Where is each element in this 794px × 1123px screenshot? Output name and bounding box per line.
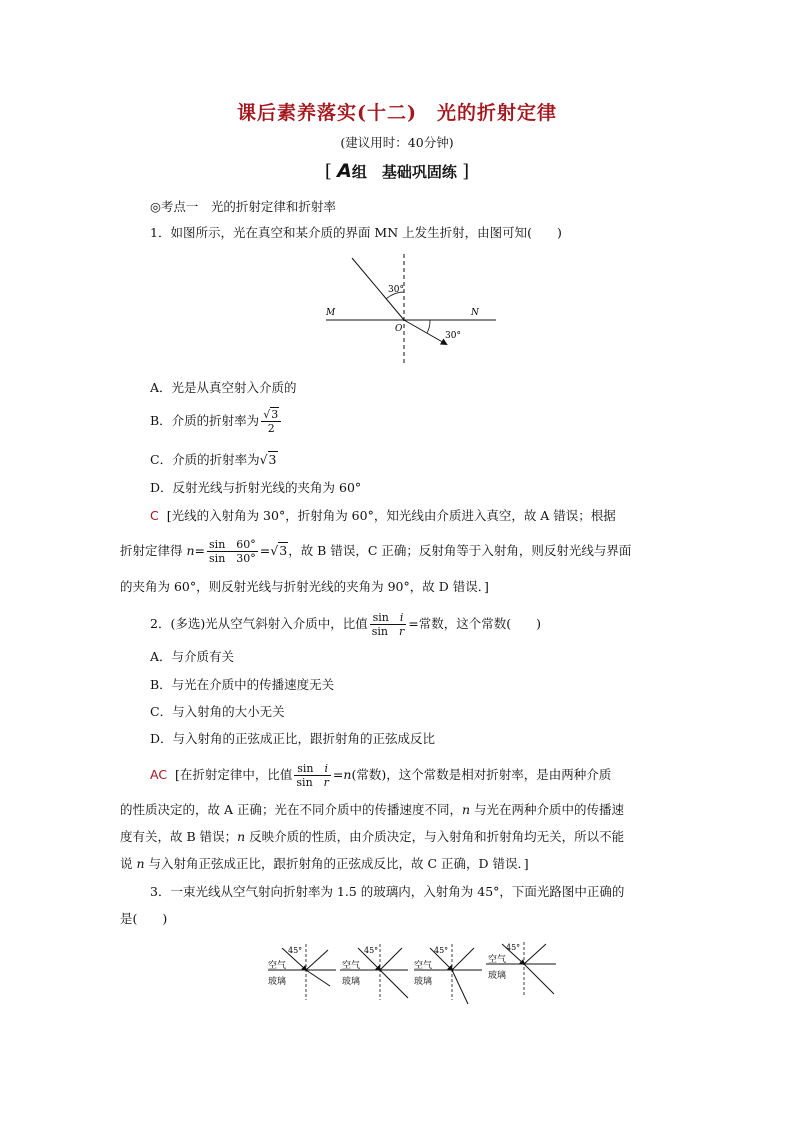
q3-d-angle: 45° [506, 943, 521, 952]
q2-explain-line-4 [120, 855, 529, 873]
q3-c-angle: 45° [434, 946, 449, 955]
q1-explain-2-n: n [186, 543, 195, 558]
q1-option-b-prefix: B．介质的折射率为 [150, 413, 260, 428]
group-label: 组 基础巩固练 [351, 163, 457, 181]
section-heading: ◎考点一 光的折射定律和折射率 [150, 199, 336, 214]
q1-option-c: C．介质的折射率为√3 [150, 452, 277, 467]
q1-explain-line-1 [150, 507, 616, 525]
refracted-ray [404, 320, 446, 344]
label-o: O [395, 324, 403, 334]
q2-explain-4a: 说 [120, 856, 137, 871]
q1-answer: C [150, 508, 159, 523]
q2-answer: AC [150, 767, 168, 782]
q3-c-glass: 玻璃 [414, 977, 433, 987]
q3-ray-diagrams [262, 940, 562, 1006]
q1-angle-top: 30° [388, 285, 404, 295]
q2-explain-2a: 的性质决定的，故 A 正确；光在不同介质中的传播速度不同， [120, 802, 462, 817]
q1-angle-bottom: 30° [445, 331, 461, 341]
q3-a-glass: 玻璃 [268, 977, 287, 987]
q1-explain-2-eq: = [194, 543, 206, 558]
q1-explain-2-num: sin 60° [209, 538, 256, 551]
q3-diagram-a [268, 944, 336, 1000]
q2-explain-4b: 与入射角正弦成正比，跟折射角的正弦成反比，故 C 正确，D 错误．] [144, 856, 529, 871]
group-bracket-open: [ [324, 161, 332, 182]
q1-option-c-rad: 3 [268, 452, 277, 467]
label-m: M [326, 308, 336, 318]
q2-explain-3-n: n [237, 829, 246, 844]
q2-explain-1c: (常数)，这个常数是相对折射率，是由两种介质 [351, 767, 612, 782]
q2-stem-num-var: i [399, 611, 404, 624]
suggested-time: (建议用时：40分钟) [340, 135, 454, 150]
q2-explain-den-sin: sin [296, 776, 313, 789]
q2-explain-line-2 [120, 801, 624, 819]
group-letter: A [337, 160, 352, 182]
q2-explain-line-3 [120, 828, 624, 846]
q3-c-air: 空气 [414, 961, 433, 971]
q1-option-b-den: 2 [267, 422, 275, 435]
q3-d-air: 空气 [488, 955, 507, 965]
q2-option-c: C．与入射角的大小无关 [150, 704, 285, 719]
q1-explain-2-eq2: = [259, 543, 271, 558]
q1-stem: 1．如图所示，光在真空和某介质的界面 MN 上发生折射，由图可知( ) [150, 225, 562, 240]
q1-explain-2a: 折射定律得 [120, 543, 187, 558]
q2-option-a: A．与介质有关 [150, 649, 235, 664]
q1-explain-1: [光线的入射角为 30°，折射角为 60°，知光线由介质进入真空，故 A 错误；根据 [166, 508, 616, 523]
q2-explain-2b: 与光在两种介质中的传播速 [470, 802, 625, 817]
q3-diagram-b [340, 944, 408, 1000]
q2-stem [150, 611, 541, 638]
q1-option-d: D．反射光线与折射光线的夹角为 60° [150, 480, 362, 495]
q3-b-angle: 45° [364, 946, 379, 955]
q2-explain-2-n: n [461, 802, 471, 817]
q1-explain-2b: ，故 B 错误，C 正确；反射角等于入射角，则反射光线与界面 [288, 543, 632, 558]
q2-explain-3b: 反映介质的性质，由介质决定，与入射角和折射角均无关，所以不能 [245, 829, 625, 844]
q2-explain-1-n: n [343, 767, 352, 782]
q2-explain-num-sin: sin [297, 762, 314, 775]
group-bracket-close: ] [462, 161, 470, 182]
q3-a-air: 空气 [268, 961, 287, 971]
q1-explain-2-den: sin 30° [209, 552, 256, 565]
q1-option-a: A．光是从真空射入介质的 [150, 380, 297, 395]
q2-stem-a: 2．(多选)光从空气斜射入介质中，比值 [150, 616, 368, 631]
q3-stem-line-2: 是( ) [120, 911, 168, 926]
q1-option-b: B．介质的折射率为 $\frac{√3}{2}$ [150, 408, 283, 435]
angle-arc-bottom [427, 320, 430, 333]
q1-option-b-num: 3 [271, 408, 279, 421]
q2-option-b: B．与光在介质中的传播速度无关 [150, 677, 335, 692]
group-heading [0, 160, 794, 182]
q2-stem-num-sin: sin [372, 611, 389, 624]
q2-explain-3a: 度有关，故 B 错误； [120, 829, 238, 844]
q3-b-air: 空气 [342, 961, 361, 971]
q1-explain-2-rad: 3 [279, 543, 288, 558]
q2-stem-b: =常数，这个常数( ) [408, 616, 541, 631]
q3-diagram-c [414, 944, 482, 1004]
q3-diagram-d [486, 942, 556, 996]
q2-explain-num-var: i [324, 762, 329, 775]
q1-refraction-figure [318, 252, 500, 368]
q2-explain-1b: = [332, 767, 344, 782]
q3-d-glass: 玻璃 [488, 971, 507, 981]
q2-explain-den-var: r [323, 776, 329, 789]
q3-b-glass: 玻璃 [342, 977, 361, 987]
q2-stem-den-var: r [398, 625, 405, 638]
q1-option-c-prefix: C．介质的折射率为 [150, 452, 260, 467]
q3-a-angle: 45° [288, 946, 303, 955]
label-n: N [471, 308, 479, 318]
q2-explain-1a: [在折射定律中，比值 [175, 767, 293, 782]
page-title: 课后素养落实(十二) 光的折射定律 [237, 102, 557, 124]
q1-explain-line-2: 折射定律得 n= $\frac{\sin 60^\circ}{\sin 30^\circ}$ =√3，故 B 错误，C 正确；反射角等于入射角，则反射光线与界面 [120, 538, 632, 565]
q3-stem-line-1: 3．一束光线从空气射向折射率为 1.5 的玻璃内，入射角为 45°，下面光路图中正确的 [150, 884, 625, 899]
q2-option-d: D．与入射角的正弦成正比，跟折射角的正弦成反比 [150, 731, 436, 746]
q2-stem-den-sin: sin [371, 625, 388, 638]
q2-explain-line-1 [150, 762, 611, 789]
q1-explain-line-3: 的夹角为 60°，则反射光线与折射光线的夹角为 90°，故 D 错误．] [120, 579, 489, 594]
q2-explain-4-n: n [136, 856, 145, 871]
